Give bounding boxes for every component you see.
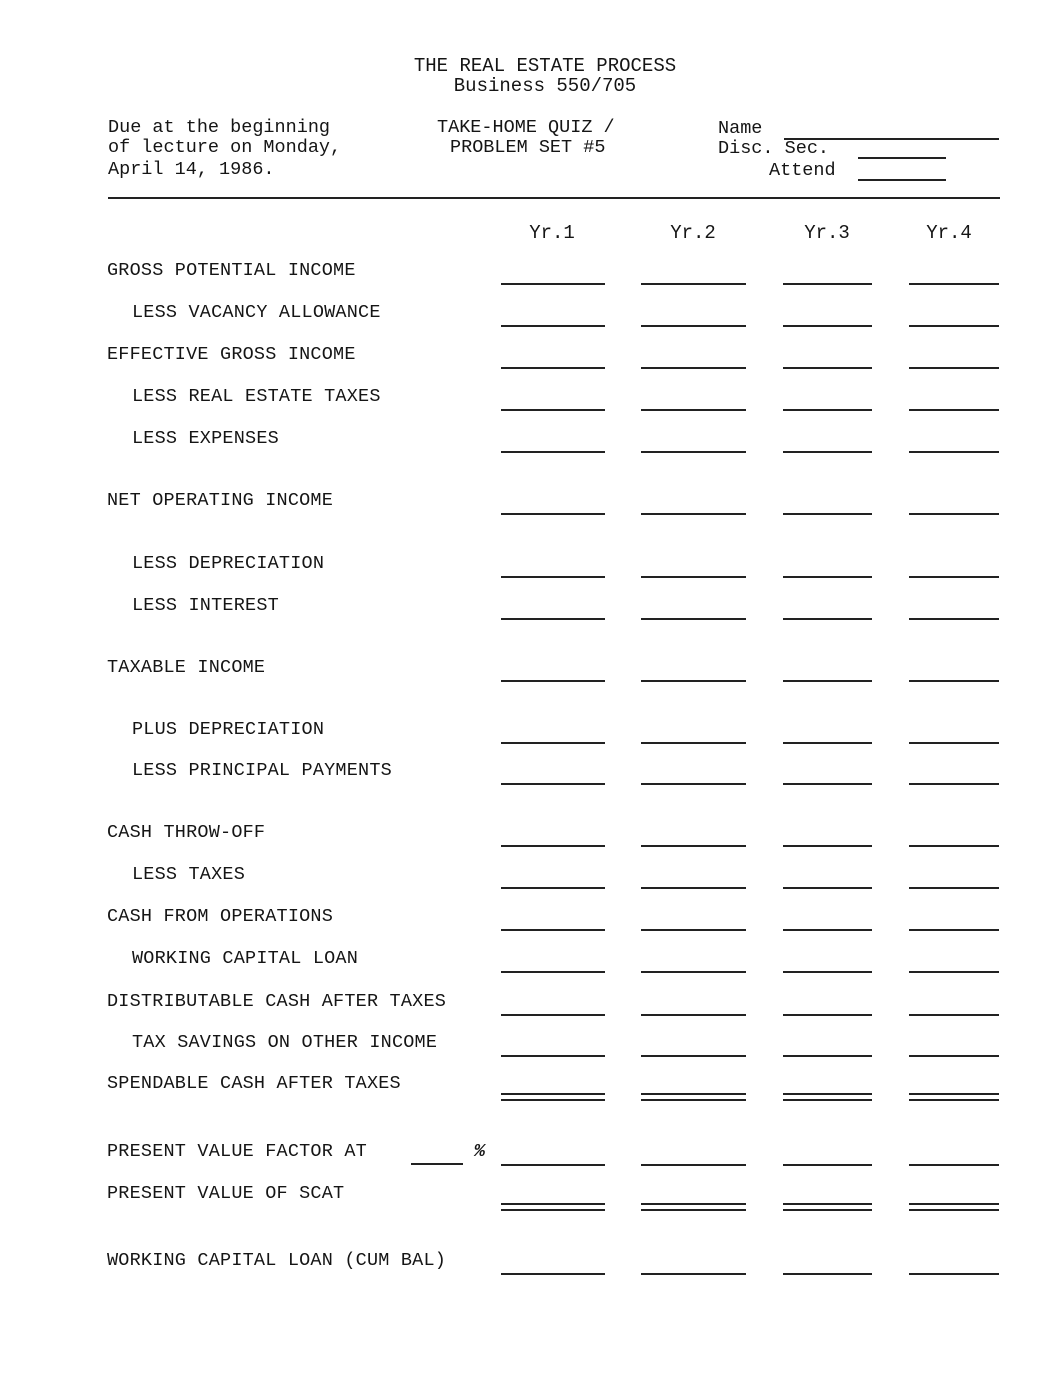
row-label: WORKING CAPITAL LOAN (CUM BAL) bbox=[107, 1250, 447, 1271]
yr2-entry-field[interactable] bbox=[641, 367, 746, 369]
yr2-entry-field[interactable] bbox=[641, 1055, 746, 1057]
yr3-entry-field[interactable] bbox=[783, 783, 872, 785]
row-label: PRESENT VALUE FACTOR AT bbox=[107, 1141, 367, 1162]
yr1-entry-field[interactable] bbox=[501, 451, 605, 453]
row-label: LESS DEPRECIATION bbox=[132, 553, 325, 574]
yr1-entry-field[interactable] bbox=[501, 1014, 605, 1016]
row-label: EFFECTIVE GROSS INCOME bbox=[107, 344, 356, 365]
row-label: LESS EXPENSES bbox=[132, 428, 279, 449]
yr4-entry-field[interactable] bbox=[909, 451, 999, 453]
yr2-entry-field[interactable] bbox=[641, 618, 746, 620]
row-label: TAXABLE INCOME bbox=[107, 657, 266, 678]
form-title: THE REAL ESTATE PROCESS bbox=[413, 55, 677, 77]
yr1-entry-field[interactable] bbox=[501, 680, 605, 682]
yr1-entry-field[interactable] bbox=[501, 283, 605, 285]
row-label: LESS VACANCY ALLOWANCE bbox=[132, 302, 381, 323]
yr3-entry-field[interactable] bbox=[783, 845, 872, 847]
yr1-entry-field[interactable] bbox=[501, 1273, 605, 1275]
yr2-entry-field[interactable] bbox=[641, 1164, 746, 1166]
yr2-entry-field[interactable] bbox=[641, 513, 746, 515]
column-header-yr2: Yr.2 bbox=[670, 222, 716, 244]
quiz-label-line1: TAKE-HOME QUIZ / bbox=[437, 117, 615, 138]
column-header-yr4: Yr.4 bbox=[926, 222, 972, 244]
row-label: LESS INTEREST bbox=[132, 595, 279, 616]
percent-sign: % bbox=[474, 1141, 486, 1162]
yr3-entry-field[interactable] bbox=[783, 451, 872, 453]
yr4-entry-field[interactable] bbox=[909, 1273, 999, 1275]
yr3-entry-field[interactable] bbox=[783, 1203, 872, 1211]
yr4-entry-field[interactable] bbox=[909, 742, 999, 744]
yr2-entry-field[interactable] bbox=[641, 451, 746, 453]
percent-rate-field[interactable] bbox=[411, 1163, 463, 1165]
yr3-entry-field[interactable] bbox=[783, 1055, 872, 1057]
yr4-entry-field[interactable] bbox=[909, 1093, 999, 1101]
row-label: CASH FROM OPERATIONS bbox=[107, 906, 334, 927]
disc-sec-field[interactable] bbox=[858, 157, 946, 159]
yr1-entry-field[interactable] bbox=[501, 325, 605, 327]
yr2-entry-field[interactable] bbox=[641, 325, 746, 327]
yr4-entry-field[interactable] bbox=[909, 325, 999, 327]
yr4-entry-field[interactable] bbox=[909, 283, 999, 285]
yr1-entry-field[interactable] bbox=[501, 1093, 605, 1101]
yr2-entry-field[interactable] bbox=[641, 576, 746, 578]
row-label: PLUS DEPRECIATION bbox=[132, 719, 325, 740]
yr1-entry-field[interactable] bbox=[501, 971, 605, 973]
course-subtitle: Business 550/705 bbox=[453, 75, 637, 97]
row-label: GROSS POTENTIAL INCOME bbox=[107, 260, 356, 281]
yr3-entry-field[interactable] bbox=[783, 1014, 872, 1016]
row-label: NET OPERATING INCOME bbox=[107, 490, 334, 511]
yr3-entry-field[interactable] bbox=[783, 409, 872, 411]
yr3-entry-field[interactable] bbox=[783, 367, 872, 369]
yr3-entry-field[interactable] bbox=[783, 1093, 872, 1101]
row-label: LESS TAXES bbox=[132, 864, 246, 885]
yr3-entry-field[interactable] bbox=[783, 283, 872, 285]
due-text-line1: Due at the beginning bbox=[108, 117, 331, 138]
yr4-entry-field[interactable] bbox=[909, 971, 999, 973]
row-label: TAX SAVINGS ON OTHER INCOME bbox=[132, 1032, 438, 1053]
yr3-entry-field[interactable] bbox=[783, 1273, 872, 1275]
row-label: DISTRIBUTABLE CASH AFTER TAXES bbox=[107, 991, 447, 1012]
yr1-entry-field[interactable] bbox=[501, 742, 605, 744]
yr4-entry-field[interactable] bbox=[909, 680, 999, 682]
yr3-entry-field[interactable] bbox=[783, 1164, 872, 1166]
yr3-entry-field[interactable] bbox=[783, 887, 872, 889]
row-label: SPENDABLE CASH AFTER TAXES bbox=[107, 1073, 401, 1094]
yr4-entry-field[interactable] bbox=[909, 367, 999, 369]
due-text-line3: April 14, 1986. bbox=[108, 159, 275, 180]
yr4-entry-field[interactable] bbox=[909, 409, 999, 411]
yr4-entry-field[interactable] bbox=[909, 618, 999, 620]
yr1-entry-field[interactable] bbox=[501, 929, 605, 931]
yr2-entry-field[interactable] bbox=[641, 845, 746, 847]
yr1-entry-field[interactable] bbox=[501, 783, 605, 785]
yr4-entry-field[interactable] bbox=[909, 576, 999, 578]
column-header-yr3: Yr.3 bbox=[804, 222, 850, 244]
yr2-entry-field[interactable] bbox=[641, 783, 746, 785]
attend-label: Attend bbox=[769, 160, 836, 181]
row-label: WORKING CAPITAL LOAN bbox=[132, 948, 359, 969]
yr3-entry-field[interactable] bbox=[783, 929, 872, 931]
yr2-entry-field[interactable] bbox=[641, 680, 746, 682]
yr2-entry-field[interactable] bbox=[641, 1203, 746, 1211]
quiz-label-line2: PROBLEM SET #5 bbox=[450, 137, 606, 158]
yr2-entry-field[interactable] bbox=[641, 1014, 746, 1016]
yr2-entry-field[interactable] bbox=[641, 887, 746, 889]
yr2-entry-field[interactable] bbox=[641, 1093, 746, 1101]
yr3-entry-field[interactable] bbox=[783, 576, 872, 578]
yr2-entry-field[interactable] bbox=[641, 971, 746, 973]
yr1-entry-field[interactable] bbox=[501, 618, 605, 620]
yr3-entry-field[interactable] bbox=[783, 618, 872, 620]
yr3-entry-field[interactable] bbox=[783, 971, 872, 973]
column-header-yr1: Yr.1 bbox=[529, 222, 575, 244]
yr2-entry-field[interactable] bbox=[641, 929, 746, 931]
row-label: LESS PRINCIPAL PAYMENTS bbox=[132, 760, 392, 781]
yr4-entry-field[interactable] bbox=[909, 783, 999, 785]
yr4-entry-field[interactable] bbox=[909, 1164, 999, 1166]
header-divider bbox=[108, 197, 1000, 199]
yr1-entry-field[interactable] bbox=[501, 367, 605, 369]
disc-sec-label: Disc. Sec. bbox=[718, 138, 830, 159]
name-label: Name bbox=[718, 118, 763, 139]
yr1-entry-field[interactable] bbox=[501, 887, 605, 889]
yr3-entry-field[interactable] bbox=[783, 325, 872, 327]
yr2-entry-field[interactable] bbox=[641, 1273, 746, 1275]
yr1-entry-field[interactable] bbox=[501, 845, 605, 847]
yr3-entry-field[interactable] bbox=[783, 680, 872, 682]
yr3-entry-field[interactable] bbox=[783, 742, 872, 744]
yr4-entry-field[interactable] bbox=[909, 1055, 999, 1057]
row-label: LESS REAL ESTATE TAXES bbox=[132, 386, 381, 407]
yr3-entry-field[interactable] bbox=[783, 513, 872, 515]
yr4-entry-field[interactable] bbox=[909, 887, 999, 889]
yr2-entry-field[interactable] bbox=[641, 409, 746, 411]
attend-field[interactable] bbox=[858, 179, 946, 181]
yr4-entry-field[interactable] bbox=[909, 1014, 999, 1016]
yr1-entry-field[interactable] bbox=[501, 513, 605, 515]
row-label: PRESENT VALUE OF SCAT bbox=[107, 1183, 345, 1204]
due-text-line2: of lecture on Monday, bbox=[108, 137, 342, 158]
yr1-entry-field[interactable] bbox=[501, 1055, 605, 1057]
row-label: CASH THROW-OFF bbox=[107, 822, 266, 843]
yr4-entry-field[interactable] bbox=[909, 845, 999, 847]
yr1-entry-field[interactable] bbox=[501, 1203, 605, 1211]
yr4-entry-field[interactable] bbox=[909, 1203, 999, 1211]
yr1-entry-field[interactable] bbox=[501, 409, 605, 411]
yr1-entry-field[interactable] bbox=[501, 576, 605, 578]
yr1-entry-field[interactable] bbox=[501, 1164, 605, 1166]
yr4-entry-field[interactable] bbox=[909, 513, 999, 515]
yr4-entry-field[interactable] bbox=[909, 929, 999, 931]
yr2-entry-field[interactable] bbox=[641, 283, 746, 285]
yr2-entry-field[interactable] bbox=[641, 742, 746, 744]
